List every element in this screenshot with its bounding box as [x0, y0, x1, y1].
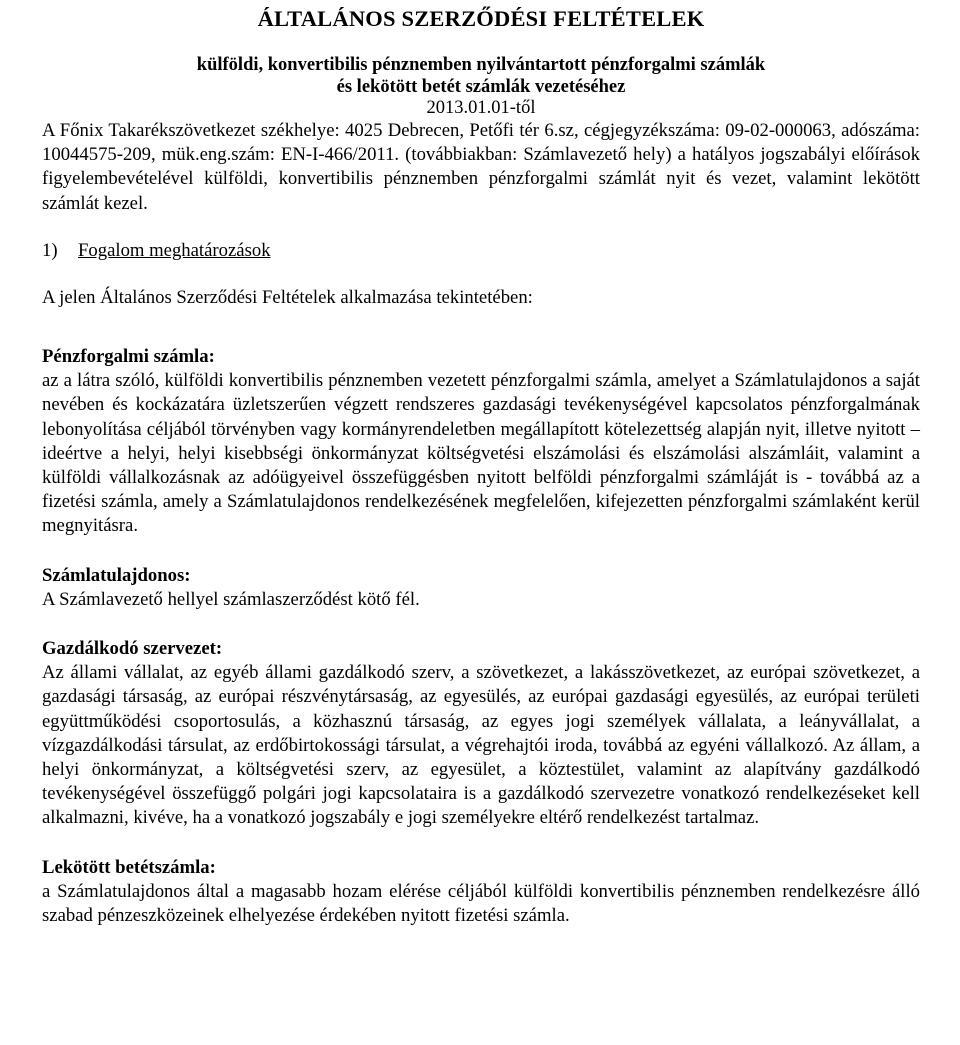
section-number: 1)	[42, 239, 58, 261]
intro-paragraph: A Főnix Takarékszövetkezet székhelye: 4025 Debrecen, Petőfi tér 6.sz, cégjegyzékszáma: 09-02-000063, adószáma: 10044575-209, mük.eng.szám: EN-I-466/2011. (továbbiakban: Számlavezető hely) a hatályos jogszabályi előírások figyelembevételével külföldi, konvertibilis pénznemben pénzforgalmi számlát nyit és vezet, valamint lekötött számlát kezel.	[42, 120, 920, 214]
definition-text: Az állami vállalat, az egyéb állami gazdálkodó szerv, a szövetkezet, a lakásszövetkezet, az európai szövetkezet, a gazdasági társaság, az európai részvénytársaság, az egyesülés, az európai gazdasági egyesülés, az európai területi együttműködési csoportosulás, a közhasznú társaság, az egyes jogi személyek vállalata, a leányvállalat, a vízgazdálkodási társulat, az erdőbirtokossági társulat, a végrehajtói iroda, továbbá az egyéni vállalkozó. Az állam, a helyi önkormányzat, a költségvetési szerv, az egyesület, a köztestület, valamint az alapítvány gazdálkodó tevékenységével összefüggő polgári jogi kapcsolataira is a gazdálkodó szervezetre vonatkozó rendelkezéseket kell alkalmazni, kivéve, ha a vonatkozó jogszabály e jogi személyekre eltérő rendelkezést tartalmaz.	[42, 662, 920, 829]
document-subtitle-line2: és lekötött betét számlák vezetéséhez	[336, 77, 626, 97]
section-heading	[42, 239, 920, 263]
section-title: Fogalom meghatározások	[78, 239, 271, 261]
definition-text: az a látra szóló, külföldi konvertibilis pénznemben vezetett pénzforgalmi számla, amelyet a Számlatulajdonos a saját nevében és kockázatára üzletszerűen végzett rendszeres gazdasági tevékenységével kapcsolatos pénzforgalmának lebonyolítása céljából törvényben vagy kormányrendeletben megállapított kötelezettség alapján nyit, illetve nyitott – ideértve a helyi, helyi kisebbségi önkormányzat költségvetési elszámolási és elszámolási alszámláit, valamint a külföldi vállalkozásnak az adóügyeivel összefüggésben nyitott belföldi pénzforgalmi számláját is - továbbá az a fizetési számla, amely a Számlatulajdonos rendelkezésének megfelelően, kifejezetten pénzforgalmi számlaként kerül megnyitásra.	[42, 370, 920, 537]
effective-date: 2013.01.01-től	[426, 98, 536, 118]
document-title: ÁLTALÁNOS SZERZŐDÉSI FELTÉTELEK	[257, 6, 705, 31]
definition-text: A Számlavezető hellyel számlaszerződést kötő fél.	[42, 588, 420, 610]
definition-term: Gazdálkodó szervezet:	[42, 638, 223, 660]
definition-text: a Számlatulajdonos által a magasabb hozam elérése céljából külföldi konvertibilis pénznemben rendelkezésre álló szabad pénzeszközeinek elhelyezése érdekében nyitott fizetési számla.	[42, 880, 920, 927]
section-lead: A jelen Általános Szerződési Feltételek alkalmazása tekintetében:	[42, 286, 533, 308]
definition-term: Lekötött betétszámla:	[42, 856, 216, 878]
definition-term: Pénzforgalmi számla:	[42, 346, 215, 368]
document-page	[42, 0, 920, 928]
definition-term: Számlatulajdonos:	[42, 564, 191, 586]
document-subtitle-line1: külföldi, konvertibilis pénznemben nyilvántartott pénzforgalmi számlák	[196, 55, 766, 75]
